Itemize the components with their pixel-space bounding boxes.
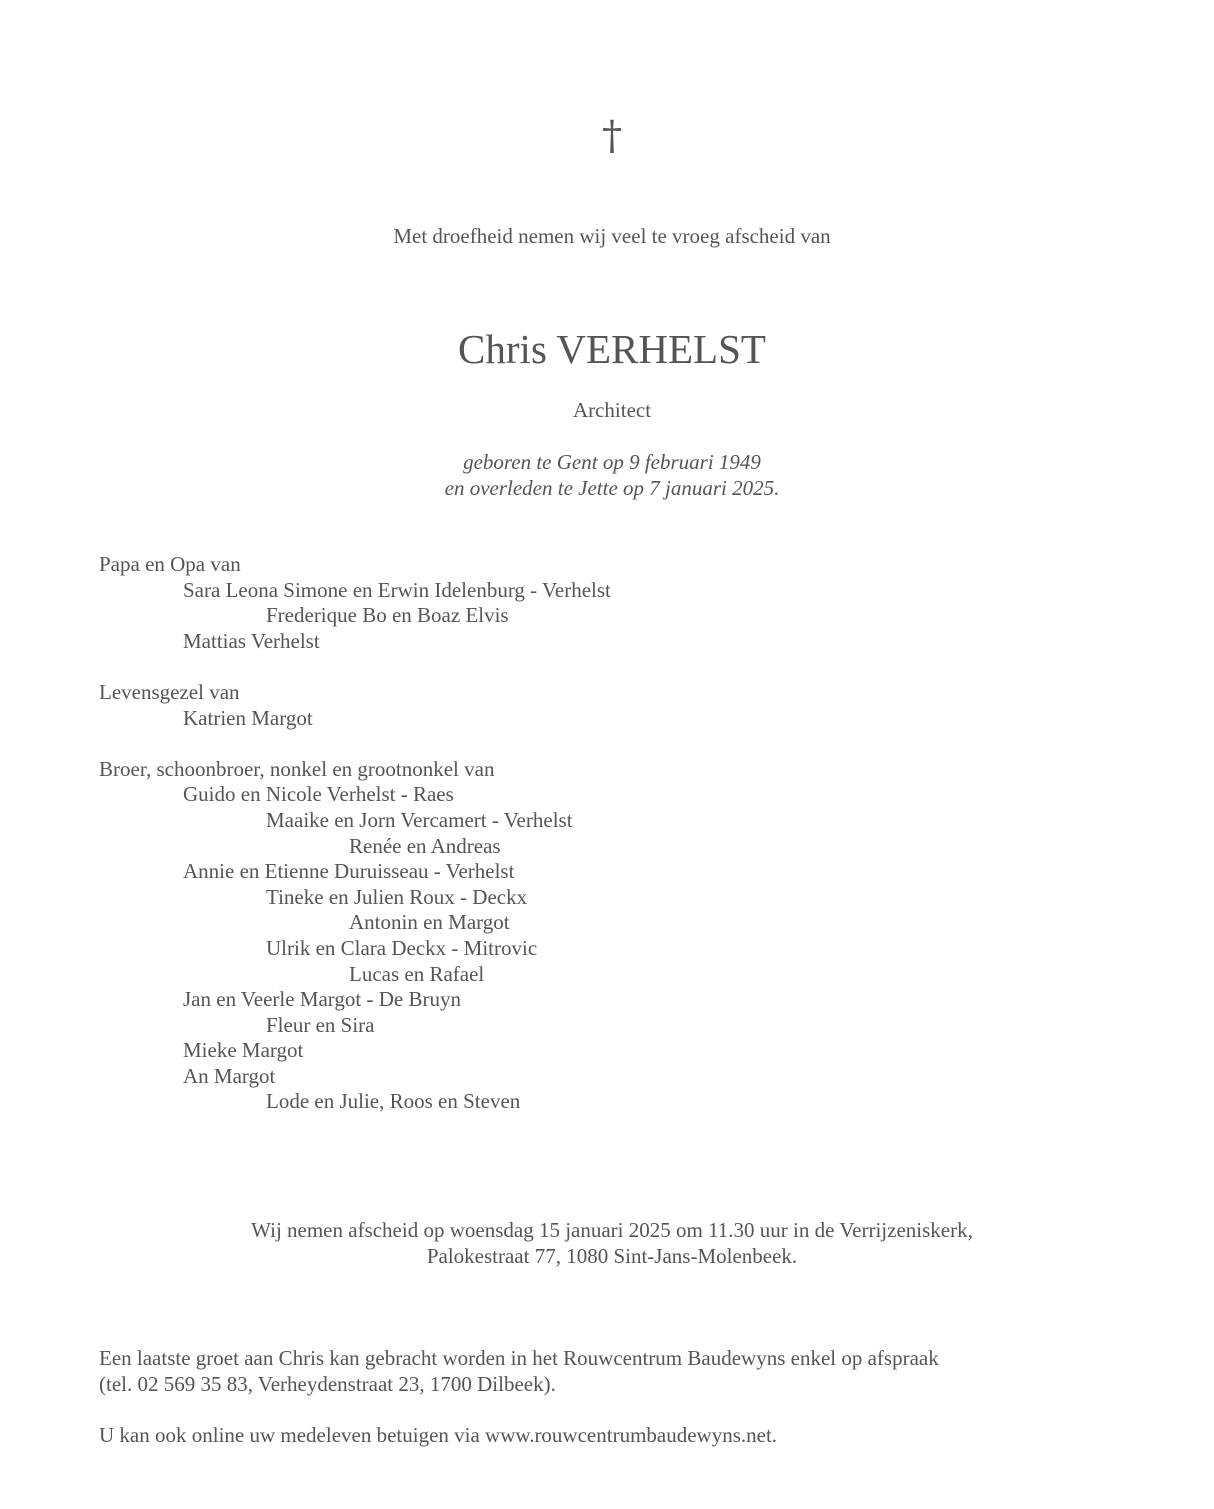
spacer [99,1397,1149,1423]
ceremony-info [0,1218,1214,1269]
family-member: Guido en Nicole Verhelst - Raes [183,782,454,807]
family-member: Renée en Andreas [349,833,501,858]
family-list [99,552,1099,1115]
siblings-heading: Broer, schoonbroer, nonkel en grootnonkel van [99,756,495,781]
online-condolence: U kan ook online uw medeleven betuigen via www.rouwcentrumbaudewyns.net. [99,1422,778,1447]
cross-icon: † [602,113,622,159]
death-line: en overleden te Jette op 7 januari 2025. [444,476,780,500]
family-member: Lucas en Rafael [349,961,485,986]
family-member: Mattias Verhelst [183,628,320,653]
birth-line: geboren te Gent op 9 februari 1949 [463,450,761,474]
family-member: An Margot [183,1063,276,1088]
spacer [99,731,1099,757]
family-member: Fleur en Sira [266,1012,375,1037]
family-member: Mieke Margot [183,1038,304,1063]
visit-contact: (tel. 02 569 35 83, Verheydenstraat 23, 1700 Dilbeek). [99,1371,556,1396]
family-member: Jan en Veerle Margot - De Bruyn [183,987,461,1012]
family-member: Annie en Etienne Duruisseau - Verhelst [183,859,515,884]
family-member: Lode en Julie, Roos en Steven [266,1089,521,1114]
visit-info: Een laatste groet aan Chris kan gebracht worden in het Rouwcentrum Baudewyns enkel op afspraak [99,1346,939,1370]
partner-heading: Levensgezel van [99,679,240,704]
ceremony-line: Wij nemen afscheid op woensdag 15 januari 2025 om 11.30 uur in de Verrijzeniskerk, [251,1218,973,1242]
family-member: Katrien Margot [183,705,313,730]
deceased-profession: Architect [572,398,652,422]
intro-text: Met droefheid nemen wij veel te vroeg afscheid van [393,224,831,248]
family-member: Frederique Bo en Boaz Elvis [266,603,509,628]
deceased-name: Chris VERHELST [458,326,766,372]
closing-info [99,1346,1149,1448]
family-member: Ulrik en Clara Deckx - Mitrovic [266,935,538,960]
spacer [99,654,1099,680]
children-heading: Papa en Opa van [99,552,241,576]
ceremony-address: Palokestraat 77, 1080 Sint-Jans-Molenbeek. [426,1243,798,1268]
family-member: Antonin en Margot [349,910,510,935]
family-member: Maaike en Jorn Vercamert - Verhelst [266,807,573,832]
family-member: Sara Leona Simone en Erwin Idelenburg - Verhelst [183,577,611,602]
family-member: Tineke en Julien Roux - Deckx [266,884,528,909]
life-dates [0,449,1214,501]
